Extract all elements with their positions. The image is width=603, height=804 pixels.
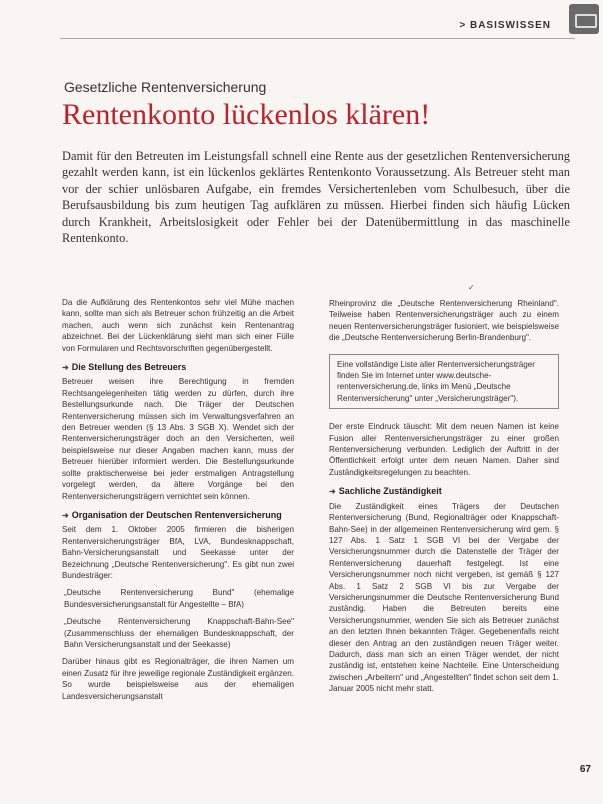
section-text-zustaendigkeit: Die Zuständigkeit eines Trägers der Deutschen Rentenversicherung (Bund, Regionalträger oder Knappschaft-Bahn-See) in der allgemeinen Rentenversicherung wird gem. § 127 Abs. 1 Satz 1 SGB VI bei der Vergabe der Versicherungsnummer durch die Datenstelle der Träger der Rentenversicherung dauerhaft festgelegt. Ist eine Versicherungsnummer noch nicht vergeben, ist gemäß § 127 Abs. 1 Satz 2 SGB VI bis zur Vergabe der Versicherungsnummer die Deutsche Rentenversicherung Bund zuständig. Haben die Betreuten bereits eine Versicherungsnummer, wenden Sie sich als Betreuer zunächst an den letzten Ihnen bekannten Träger. Gegebenenfalls reicht dieser den Antrag an den zuständigen neuen Träger weiter. Dadurch, dass man sich an einen Träger wendet, der nicht zuständig ist, entstehen keine Nachteile. Eine Unterscheidung zwischen „Arbeitern" und „Angestellten" findet schon seit dem 1. Januar 2005 nicht mehr statt. [329,501,559,694]
left-closing: Darüber hinaus gibt es Regionalträger, die ihren Namen um einen Zusatz für ihre jeweilige regionale Zuständigkeit ergänzen. So wurde beispielsweise aus der ehemaligen Landesversicherungsanstalt [62,657,294,701]
page-number: 67 [579,764,591,775]
page-title: Rentenkonto lückenlos klären! [62,98,431,131]
right-paragraph: Der erste Eindruck täuscht: Mit dem neuen Namen ist keine Fusion aller Rentenversicherungsträger zu einer großen Rentenversicherung verbunden. Lediglich der Auftritt in der Öffentlichkeit erfolgt unter dem neuen Namen. Daher sind Zuständigkeitsregelungen zu beachten. [329,422,559,477]
kicker: Gesetzliche Rentenversicherung [64,79,267,95]
arrow-icon: ➜ [329,487,336,497]
arrow-icon: ➜ [62,510,69,520]
section-text-organisation: Seit dem 1. Oktober 2005 firmieren die bisherigen Rentenversicherungsträger BfA, LVA, Bundesknappschaft, Bahn-Versicherungsanstalt und Seekasse unter der Bezeichnung „Deutsche Rentenversicherung". Es gibt nun zwei Bundesträger: [62,525,294,580]
right-intro: Rheinprovinz die „Deutsche Rentenversicherung Rheinland". Teilweise haben Rentenversicherungsträger auch zu einem neuen Rentenversicherungsträger fusioniert, wie beispielsweise die „Deutsche Rentenversicherung Berlin-Brandenburg". [329,299,559,343]
section-heading-organisation: ➜ Organisation der Deutschen Rentenversicherung [62,509,282,520]
section-heading-betreuer: ➜ Die Stellung des Betreuers [62,362,187,373]
info-box: Eine vollständige Liste aller Rentenversicherungsträger finden Sie im Internet unter www.deutsche-rentenversicherung.de, links im Menü „Deutsche Rentenversicherung" unter „Versicherungsträger"). [329,354,559,410]
quote-bund: „Deutsche Rentenversicherung Bund" (ehemalige Bundesversicherungsanstalt für Angestellte – BfA) [64,588,294,609]
left-column [62,297,294,708]
quote-knappschaft: „Deutsche Rentenversicherung Knappschaft-Bahn-See" (Zusammenschluss der ehemaligen Bundesknappschaft, der Bahn Versicherungsanstalt und der Seekasse) [64,617,294,649]
lead-paragraph: Damit für den Betreuten im Leistungsfall schnell eine Rente aus der gesetzlichen Rentenversicherung gezahlt werden kann, ist ein lückenlos geklärtes Rentenkonto Voraussetzung. Als Betreuer steht man vor der schier unlösbaren Aufgabe, ein fremdes Versichertenleben vom Schulbesuch, über die Berufsausbildung bis zum heutigen Tag aufklären zu müssen. Hierbei finden sich häufig Lücken durch Krankheit, Arbeitslosigkeit oder Fehler bei der Datenübermittlung in das maschinelle Rentenkonto. [62,149,570,246]
header-rule [60,38,575,39]
arrow-icon: ➜ [62,363,69,373]
left-intro: Da die Aufklärung des Rentenkontos sehr viel Mühe machen kann, sollte man sich als Betreuer schon frühzeitig an die Arbeit machen, auch wenn sich zunächst kein Rentenantrag abzeichnet. Bei der Lückenklärung sieht man sich einer Fülle von Formularen und Rechtsvorschriften gegenübergestellt. [62,298,294,353]
section-text-betreuer: Betreuer weisen ihre Berechtigung in fremden Rechtsangelegenheiten tätig werden zu dürfen, durch ihre Bestellungsurkunde nach. Die Träger der Deutschen Rentenversicherung müssen sich im Verwaltungsverfahren an den Betreuer wenden (§ 13 Abs. 3 SGB X). Wendet sich der Rentenversicherungsträger doch an den Versicherten, weil beispielsweise nur dieser Angaben machen kann, muss der Betreuer hierüber informiert werden. Die Bestellungsurkunde sollte praktischerweise bei jeder erstmaligen Antragstellung vorgelegt werden, da ältere Vorgänge bei den Rentenversicherungsträgern vernichtet sein können. [62,377,294,501]
book-icon [569,4,599,34]
right-column [329,298,559,701]
section-heading-zustaendigkeit: ➜ Sachliche Zuständigkeit [329,486,442,497]
section-label: > BASISWISSEN [459,20,551,31]
ornament-icon: ✓ [468,283,475,292]
